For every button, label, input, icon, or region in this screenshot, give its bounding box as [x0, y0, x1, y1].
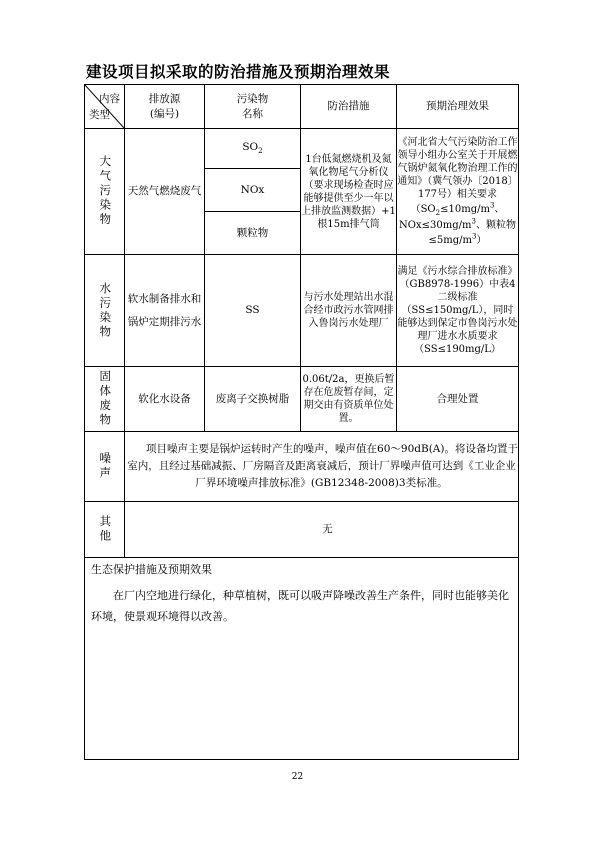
header-source-line2: (编号): [149, 107, 180, 120]
header-pollutant: [205, 85, 301, 129]
air-measures: 1台低氮燃烧机及氮氧化物尾气分析仪（要求现场检查时应能够提供至少一年以上排放监测数据）+1根15m排气筒: [301, 129, 397, 255]
header-row: [85, 85, 519, 129]
air-row-1: [85, 129, 519, 169]
air-effect: [397, 129, 519, 255]
noise-category-cell: [85, 432, 125, 502]
eco-cell: [85, 558, 519, 760]
header-source: [125, 85, 205, 129]
solid-category: 固体废物: [98, 370, 113, 428]
eco-text: 在厂内空地进行绿化，种草植树，既可以吸声降噪改善生产条件，同时也能够美化环境，使景观环境得以改善。: [91, 588, 509, 623]
measures-table: [84, 84, 519, 760]
solid-category-cell: [85, 367, 125, 432]
air-category-cell: [85, 129, 125, 255]
water-row: [85, 255, 519, 367]
header-effect: 预期治理效果: [397, 85, 519, 129]
air-pollutant-particulate: 颗粒物: [205, 212, 301, 255]
noise-category: 噪声: [98, 452, 113, 481]
eco-row: [85, 558, 519, 760]
air-category: 大气污染物: [98, 155, 113, 228]
water-effect: 满足《污水综合排放标准》（GB8978-1996）中表4二级标准（SS≤150mg/L），同时能够达到保定市鲁岗污水处理厂进水水质要求（SS≤190mg/L）: [397, 255, 519, 367]
water-source: 软水制备排水和锅炉定期排污水: [125, 255, 205, 367]
solid-measures: 0.06t/2a，更换后暂存在危废暂存间，定期交由有资质单位处置。: [301, 367, 397, 432]
water-pollutant: SS: [205, 255, 301, 367]
solid-source: 软化水设备: [125, 367, 205, 432]
so2-label: $SO_2$: [242, 141, 263, 156]
solid-row: [85, 367, 519, 432]
other-text: 无: [125, 502, 519, 558]
page-title: 建设项目拟采取的防治措施及预期治理效果: [86, 62, 391, 81]
air-source: 天然气燃烧废气: [125, 129, 205, 255]
other-category-cell: [85, 502, 125, 558]
header-content-label: 内容: [99, 93, 120, 105]
header-type-label: 类型: [89, 108, 110, 121]
air-effect-text: 《河北省大气污染防治工作领导小组办公室关于开展燃气锅炉氮氧化物治理工作的通知》（冀气领办〔2018〕177号）相关要求（$SO_2\le 10mg/m^3$、$NOx\le 30mg/m^3$、颗粒物$\le 5mg/m^3$）: [397, 137, 518, 246]
water-category-cell: [85, 255, 125, 367]
water-category: 水污染物: [98, 281, 113, 340]
eco-title: 生态保护措施及预期效果: [91, 563, 212, 576]
page-number: 22: [291, 772, 304, 782]
water-measures: 与污水处理站出水混合经市政污水管网排入鲁岗污水处理厂: [301, 255, 397, 367]
noise-row: [85, 432, 519, 502]
solid-effect: 合理处置: [397, 367, 519, 432]
other-row: [85, 502, 519, 558]
noise-text: 项目噪声主要是锅炉运转时产生的噪声，噪声值在60～90dB(A)。将设备均置于室内，且经过基础减振、厂房隔音及距离衰减后，预计厂界噪声值可达到《工业企业厂界环境噪声排放标准》(GB12348-2008)3类标准。: [125, 432, 519, 502]
air-pollutant-nox: NOx: [205, 169, 301, 212]
header-diagonal-cell: [85, 85, 125, 129]
header-pollutant-line1: 污染物: [236, 93, 269, 106]
air-pollutant-so2: [205, 129, 301, 169]
header-pollutant-line2: 名称: [242, 107, 263, 120]
solid-pollutant: 废离子交换树脂: [205, 367, 301, 432]
header-measures: 防治措施: [301, 85, 397, 129]
header-source-line1: 排放源: [148, 93, 181, 106]
other-category: 其他: [98, 515, 113, 544]
